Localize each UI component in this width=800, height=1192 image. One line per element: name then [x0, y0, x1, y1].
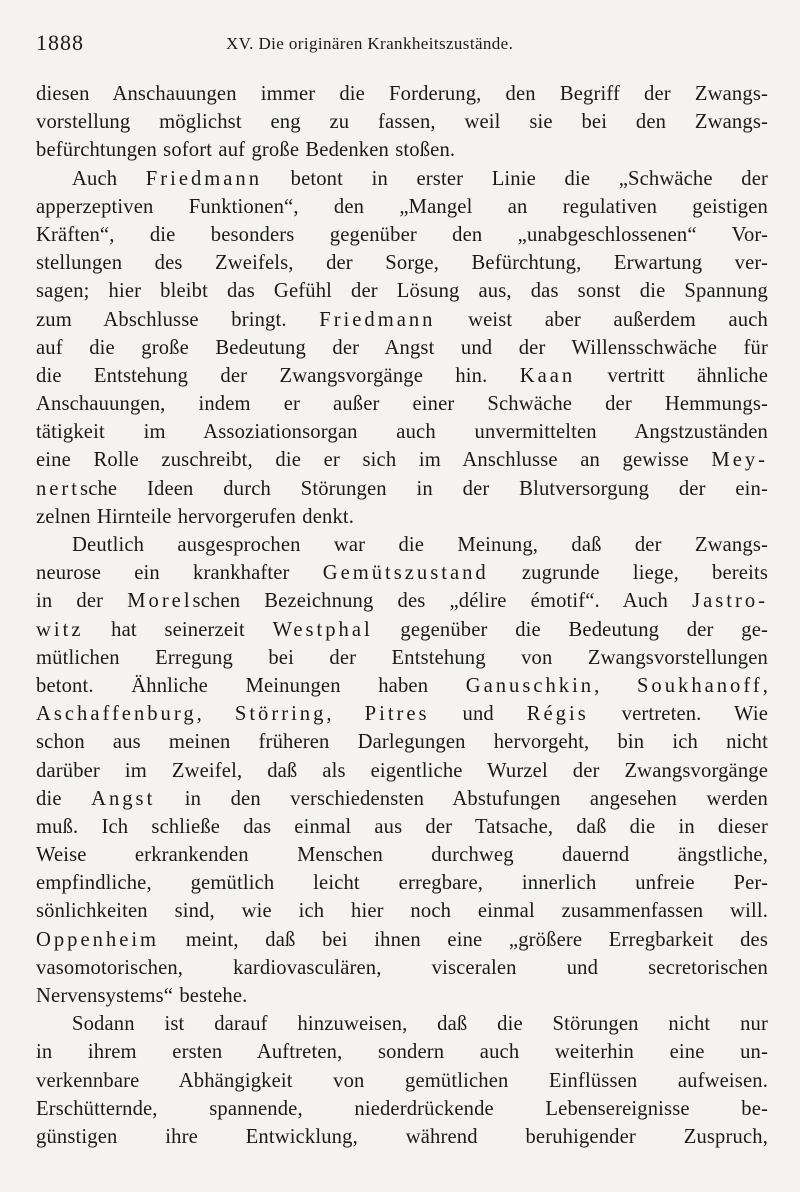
- spaced-name: Westphal: [272, 618, 373, 641]
- text-line: in der Morelschen Bezeichnung des „délire émotif“. Auch Jastro-: [36, 590, 768, 613]
- text-line: vasomotorischen, kardiovasculären, visceralen und secretorischen: [36, 956, 768, 979]
- text-line: schon aus meinen früheren Darlegungen hervorgeht, bin ich nicht: [36, 731, 768, 754]
- text-line: neurose ein krankhafter Gemütszustand zugrunde liege, bereits: [36, 562, 768, 585]
- text-line: sönlichkeiten sind, wie ich hier noch einmal zusammenfassen will.: [36, 900, 768, 923]
- text-line: die Angst in den verschiedensten Abstufungen angesehen werden: [36, 787, 768, 810]
- spaced-name: Soukhanoff: [636, 674, 763, 697]
- text-line: diesen Anschauungen immer die Forderung, den Begriff der Zwangs-: [36, 83, 768, 105]
- text-line: Auch Friedmann betont in erster Linie die „Schwäche der: [72, 167, 768, 190]
- spaced-name: nert: [36, 477, 81, 500]
- paragraph: [36, 165, 768, 531]
- text-line: befürchtungen sofort auf große Bedenken stoßen.: [36, 139, 456, 162]
- text-line: die Entstehung der Zwangsvorgänge hin. Kaan vertritt ähnliche: [36, 364, 768, 387]
- text-line: mütlichen Erregung bei der Entstehung von Zwangsvorstellungen: [36, 646, 768, 669]
- text-line: sagen; hier bleibt das Gefühl der Lösung aus, das sonst die Spannung: [36, 280, 768, 303]
- text-line: eine Rolle zuschreibt, die er sich im Anschlusse an gewisse Mey-: [36, 449, 768, 472]
- spaced-name: Friedmann: [145, 167, 263, 190]
- text-line: zum Abschlusse bringt. Friedmann weist aber außerdem auch: [36, 308, 768, 331]
- text-line: Aschaffenburg, Störring, Pitres und Régis vertreten. Wie: [36, 703, 768, 726]
- spaced-name: Störring: [234, 703, 327, 726]
- running-title: XV. Die originären Krankheitszustände.: [226, 34, 514, 53]
- spaced-name: Morel: [127, 590, 193, 613]
- spaced-name: Régis: [526, 703, 589, 726]
- text-line: muß. Ich schließe das einmal aus der Tatsache, daß die in dieser: [36, 815, 768, 838]
- text-line: vorstellung möglichst eng zu fassen, weil sie bei den Zwangs-: [36, 111, 768, 134]
- text-line: Oppenheim meint, daß bei ihnen eine „größere Erregbarkeit des: [36, 928, 768, 951]
- text-line: in ihrem ersten Auftreten, sondern auch weiterhin eine un-: [36, 1041, 768, 1064]
- text-line: zelnen Hirnteile hervorgerufen denkt.: [36, 505, 355, 528]
- page-number: 1888: [36, 30, 84, 55]
- paragraph: [36, 531, 768, 1010]
- text-line: nertsche Ideen durch Störungen in der Blutversorgung der ein-: [36, 477, 768, 500]
- spaced-name: Pitres: [364, 703, 430, 726]
- paragraph: [36, 80, 768, 165]
- text-line: witz hat seinerzeit Westphal gegenüber die Bedeutung der ge-: [36, 618, 768, 641]
- page-header: [36, 30, 768, 64]
- text-line: günstigen ihre Entwicklung, während beruhigender Zuspruch,: [36, 1125, 768, 1148]
- text-line: Deutlich ausgesprochen war die Meinung, daß der Zwangs-: [72, 534, 768, 556]
- spaced-name: Jastro-: [692, 590, 768, 613]
- text-line: Kräften“, die besonders gegenüber den „unabgeschlossenen“ Vor-: [36, 223, 768, 246]
- spaced-name: Mey-: [711, 449, 768, 472]
- text-line: apperzeptiven Funktionen“, den „Mangel an regulativen geistigen: [36, 195, 768, 218]
- text-line: darüber im Zweifel, daß als eigentliche Wurzel der Zwangsvorgänge: [36, 759, 768, 782]
- text-line: Erschütternde, spannende, niederdrückende Lebensereignisse be-: [36, 1097, 768, 1120]
- text-line: empfindliche, gemütlich leicht erregbare, innerlich unfreie Per-: [36, 872, 768, 895]
- spaced-name: Friedmann: [319, 308, 436, 331]
- spaced-name: Gemütszustand: [322, 562, 489, 585]
- body-text: [36, 80, 768, 1151]
- text-line: betont. Ähnliche Meinungen haben Ganuschkin, Soukhanoff,: [36, 674, 768, 697]
- text-line: auf die große Bedeutung der Angst und der Willensschwäche für: [36, 336, 768, 359]
- spaced-name: Kaan: [519, 364, 576, 387]
- text-line: Weise erkrankenden Menschen durchweg dauernd ängstliche,: [36, 844, 768, 867]
- spaced-name: Aschaffenburg: [36, 703, 197, 726]
- spaced-name: Oppenheim: [36, 928, 160, 951]
- text-line: Anschauungen, indem er außer einer Schwäche der Hemmungs-: [36, 393, 768, 416]
- paragraph: [36, 1010, 768, 1151]
- text-line: stellungen des Zweifels, der Sorge, Befürchtung, Erwartung ver-: [36, 252, 768, 275]
- text-line: tätigkeit im Assoziationsorgan auch unvermittelten Angstzuständen: [36, 421, 768, 444]
- spaced-name: Angst: [91, 787, 156, 810]
- spaced-name: witz: [36, 618, 84, 641]
- text-line: verkennbare Abhängigkeit von gemütlichen Einflüssen aufweisen.: [36, 1069, 768, 1092]
- text-line: Sodann ist darauf hinzuweisen, daß die Störungen nicht nur: [72, 1013, 768, 1036]
- text-line: Nervensystems“ bestehe.: [36, 985, 248, 1007]
- spaced-name: Ganuschkin: [465, 674, 595, 697]
